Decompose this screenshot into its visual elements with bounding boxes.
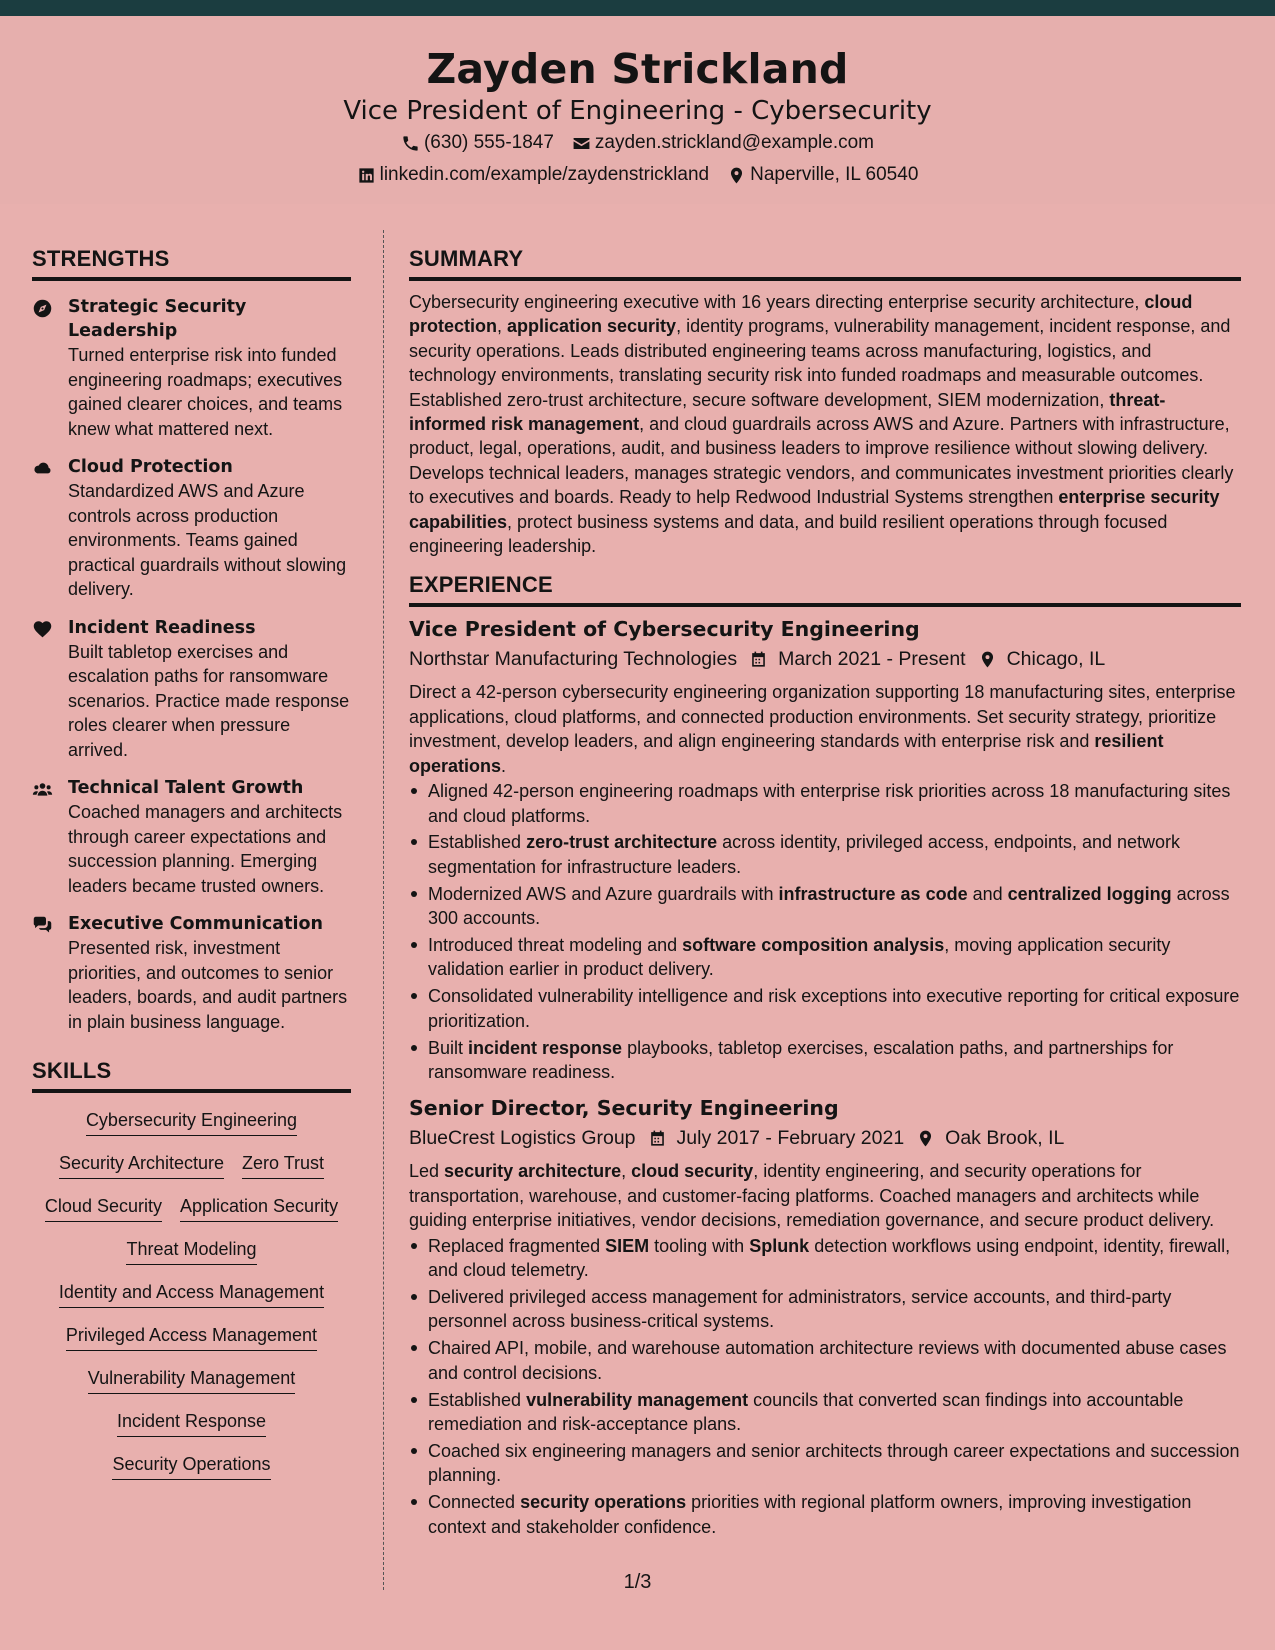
strength-icon-wrap xyxy=(32,455,68,602)
job-title: Vice President of Cybersecurity Engineering xyxy=(409,617,920,642)
strength-item xyxy=(32,912,351,1034)
email-text: zayden.strickland@example.com xyxy=(594,132,874,153)
map-pin-icon-wrap xyxy=(916,1129,935,1148)
envelope-icon xyxy=(572,134,591,153)
calendar-icon-wrap xyxy=(749,650,768,669)
job-dates: March 2021 - Present xyxy=(778,648,966,671)
skill-tag: Security Architecture xyxy=(59,1152,224,1179)
bullet-item: Built incident response playbooks, tabletop exercises, escalation paths, and partnerships for ransomware readiness. xyxy=(409,1036,1241,1085)
contact-row-1 xyxy=(0,132,1275,154)
job-location: Oak Brook, IL xyxy=(945,1127,1065,1150)
column-divider xyxy=(383,230,384,1590)
job-bullets xyxy=(409,1234,1241,1539)
strength-name: Incident Readiness xyxy=(68,617,256,638)
bullet-item: Modernized AWS and Azure guardrails with infrastructure as code and centralized logging across 300 accounts. xyxy=(409,882,1241,931)
map-pin-icon xyxy=(916,1129,935,1148)
strength-description: Turned enterprise risk into funded engineering roadmaps; executives gained clearer choices, and teams knew what mattered next. xyxy=(68,345,343,439)
bullet-item: Introduced threat modeling and software composition analysis, moving application security validation earlier in product delivery. xyxy=(409,933,1241,982)
skill-tag: Privileged Access Management xyxy=(66,1324,317,1351)
strength-icon-wrap xyxy=(32,912,68,1034)
strength-name: Cloud Protection xyxy=(68,457,233,477)
strengths-heading: STRENGTHS xyxy=(32,246,351,281)
candidate-title: Vice President of Engineering - Cybersecurity xyxy=(343,96,932,126)
resume-header xyxy=(0,16,1275,204)
top-accent-bar xyxy=(0,0,1275,16)
skill-tag: Security Operations xyxy=(112,1453,270,1480)
strength-description: Built tabletop exercises and escalation paths for ransomware scenarios. Practice made response roles clearer when pressure arrived. xyxy=(68,641,350,760)
strength-body xyxy=(68,776,351,898)
bullet-item: Coached six engineering managers and senior architects through career expectations and succession planning. xyxy=(409,1439,1241,1488)
bullet-item: Aligned 42-person engineering roadmaps with enterprise risk priorities across 18 manufacturing sites and cloud platforms. xyxy=(409,779,1241,828)
summary-text: Cybersecurity engineering executive with 16 years directing enterprise security architecture, cloud protection, application security, identity programs, vulnerability management, incident response, and security operations. Leads distributed engineering teams across manufacturing, logistics, and technology environments, translating security risk into funded roadmaps and measurable outcomes. Established zero-trust architecture, secure software development, SIEM modernization, threat-informed risk management, and cloud guardrails across AWS and Azure. Partners with infrastructure, product, legal, operations, audit, and business leaders to improve resilience without slowing delivery. Develops technical leaders, manages strategic vendors, and communicates investment priorities clearly to executives and boards. Ready to help Redwood Industrial Systems strengthen enterprise security capabilities, protect business systems and data, and build resilient operations through focused engineering leadership. xyxy=(409,292,1234,557)
job-title: Senior Director, Security Engineering xyxy=(409,1096,839,1121)
strengths-list xyxy=(32,295,351,1034)
strength-description: Standardized AWS and Azure controls across production environments. Teams gained practical guardrails without slowing delivery. xyxy=(68,481,347,599)
calendar-icon xyxy=(648,1129,667,1148)
bullet-item: Connected security operations priorities with regional platform owners, improving investigation context and stakeholder confidence. xyxy=(409,1490,1241,1539)
skill-tag: Cybersecurity Engineering xyxy=(86,1109,297,1136)
phone-contact[interactable] xyxy=(401,132,554,154)
location-contact xyxy=(727,164,918,186)
phone-icon xyxy=(401,134,420,153)
skills-heading: SKILLS xyxy=(32,1058,351,1093)
left-column xyxy=(32,246,351,1480)
skill-tag: Application Security xyxy=(180,1195,338,1222)
strength-icon-wrap xyxy=(32,616,68,763)
map-pin-icon xyxy=(727,166,746,185)
summary-heading: SUMMARY xyxy=(409,246,1241,281)
experience-heading: EXPERIENCE xyxy=(409,572,1241,607)
contact-row-2 xyxy=(0,164,1275,186)
experience-list xyxy=(409,615,1241,1539)
job-location: Chicago, IL xyxy=(1006,648,1106,671)
strength-description: Presented risk, investment priorities, and outcomes to senior leaders, boards, and audit partners in plain business language. xyxy=(68,938,348,1032)
job-meta xyxy=(409,646,1241,673)
phone-text: (630) 555-1847 xyxy=(423,132,554,153)
skill-tag: Cloud Security xyxy=(45,1195,162,1222)
strength-item xyxy=(32,616,351,763)
linkedin-text: linkedin.com/example/zaydenstrickland xyxy=(379,164,710,185)
right-column xyxy=(409,246,1241,1542)
email-contact[interactable] xyxy=(572,132,874,154)
bullet-item: Established vulnerability management councils that converted scan findings into accountable remediation and risk-acceptance plans. xyxy=(409,1388,1241,1437)
bullet-item: Delivered privileged access management for administrators, service accounts, and third-party personnel across business-critical systems. xyxy=(409,1285,1241,1334)
skill-tag: Zero Trust xyxy=(242,1152,324,1179)
compass-icon xyxy=(32,298,53,319)
strength-body xyxy=(68,912,351,1034)
bullet-item: Replaced fragmented SIEM tooling with Splunk detection workflows using endpoint, identity, firewall, and cloud telemetry. xyxy=(409,1234,1241,1283)
skill-tag: Threat Modeling xyxy=(126,1238,256,1265)
strength-item xyxy=(32,776,351,898)
comments-icon xyxy=(32,915,53,936)
location-text: Naperville, IL 60540 xyxy=(750,164,919,185)
strength-description: Coached managers and architects through career expectations and succession planning. Emerging leaders became trusted owners. xyxy=(68,802,343,896)
linkedin-contact[interactable] xyxy=(357,164,710,186)
skill-tag: Incident Response xyxy=(117,1410,266,1437)
strength-icon-wrap xyxy=(32,295,68,441)
candidate-name: Zayden Strickland xyxy=(426,45,849,93)
cloud-icon xyxy=(32,458,53,479)
calendar-icon xyxy=(749,650,768,669)
job-meta xyxy=(409,1125,1241,1152)
bullet-item: Consolidated vulnerability intelligence and risk exceptions into executive reporting for critical exposure prioritization. xyxy=(409,984,1241,1033)
skills-list xyxy=(32,1109,351,1480)
skill-tag: Vulnerability Management xyxy=(88,1367,295,1394)
job-description: Direct a 42-person cybersecurity engineering organization supporting 18 manufacturing sites, enterprise applications, cloud platforms, and connected production environments. Set security strategy, prioritize investment, develop leaders, and align engineering standards with enterprise risk and resilient operations. xyxy=(409,682,1236,776)
strength-body xyxy=(68,616,351,763)
linkedin-icon xyxy=(357,166,376,185)
calendar-icon-wrap xyxy=(648,1129,667,1148)
map-pin-icon-wrap xyxy=(978,650,997,669)
strength-name: Strategic Security Leadership xyxy=(68,297,247,341)
strength-icon-wrap xyxy=(32,776,68,898)
map-pin-icon xyxy=(978,650,997,669)
company-name: BlueCrest Logistics Group xyxy=(409,1127,636,1150)
job-description: Led security architecture, cloud security, identity engineering, and security operations for transportation, warehouse, and customer-facing platforms. Coached managers and architects while guiding enterprise initiatives, vendor decisions, remediation governance, and secure product delivery. xyxy=(409,1161,1215,1231)
skill-tag: Identity and Access Management xyxy=(59,1281,324,1308)
heart-icon xyxy=(32,619,53,640)
job-bullets xyxy=(409,779,1241,1084)
bullet-item: Established zero-trust architecture across identity, privileged access, endpoints, and network segmentation for infrastructure leaders. xyxy=(409,830,1241,879)
strength-item xyxy=(32,455,351,602)
company-name: Northstar Manufacturing Technologies xyxy=(409,648,738,671)
strength-name: Executive Communication xyxy=(68,914,323,934)
page-number: 1/3 xyxy=(623,1571,652,1593)
strength-item xyxy=(32,295,351,441)
strength-body xyxy=(68,455,351,602)
bullet-item: Chaired API, mobile, and warehouse automation architecture reviews with documented abuse cases and control decisions. xyxy=(409,1336,1241,1385)
strength-name: Technical Talent Growth xyxy=(68,778,304,798)
users-icon xyxy=(32,779,53,800)
job-dates: July 2017 - February 2021 xyxy=(676,1127,905,1150)
strength-body xyxy=(68,295,351,441)
